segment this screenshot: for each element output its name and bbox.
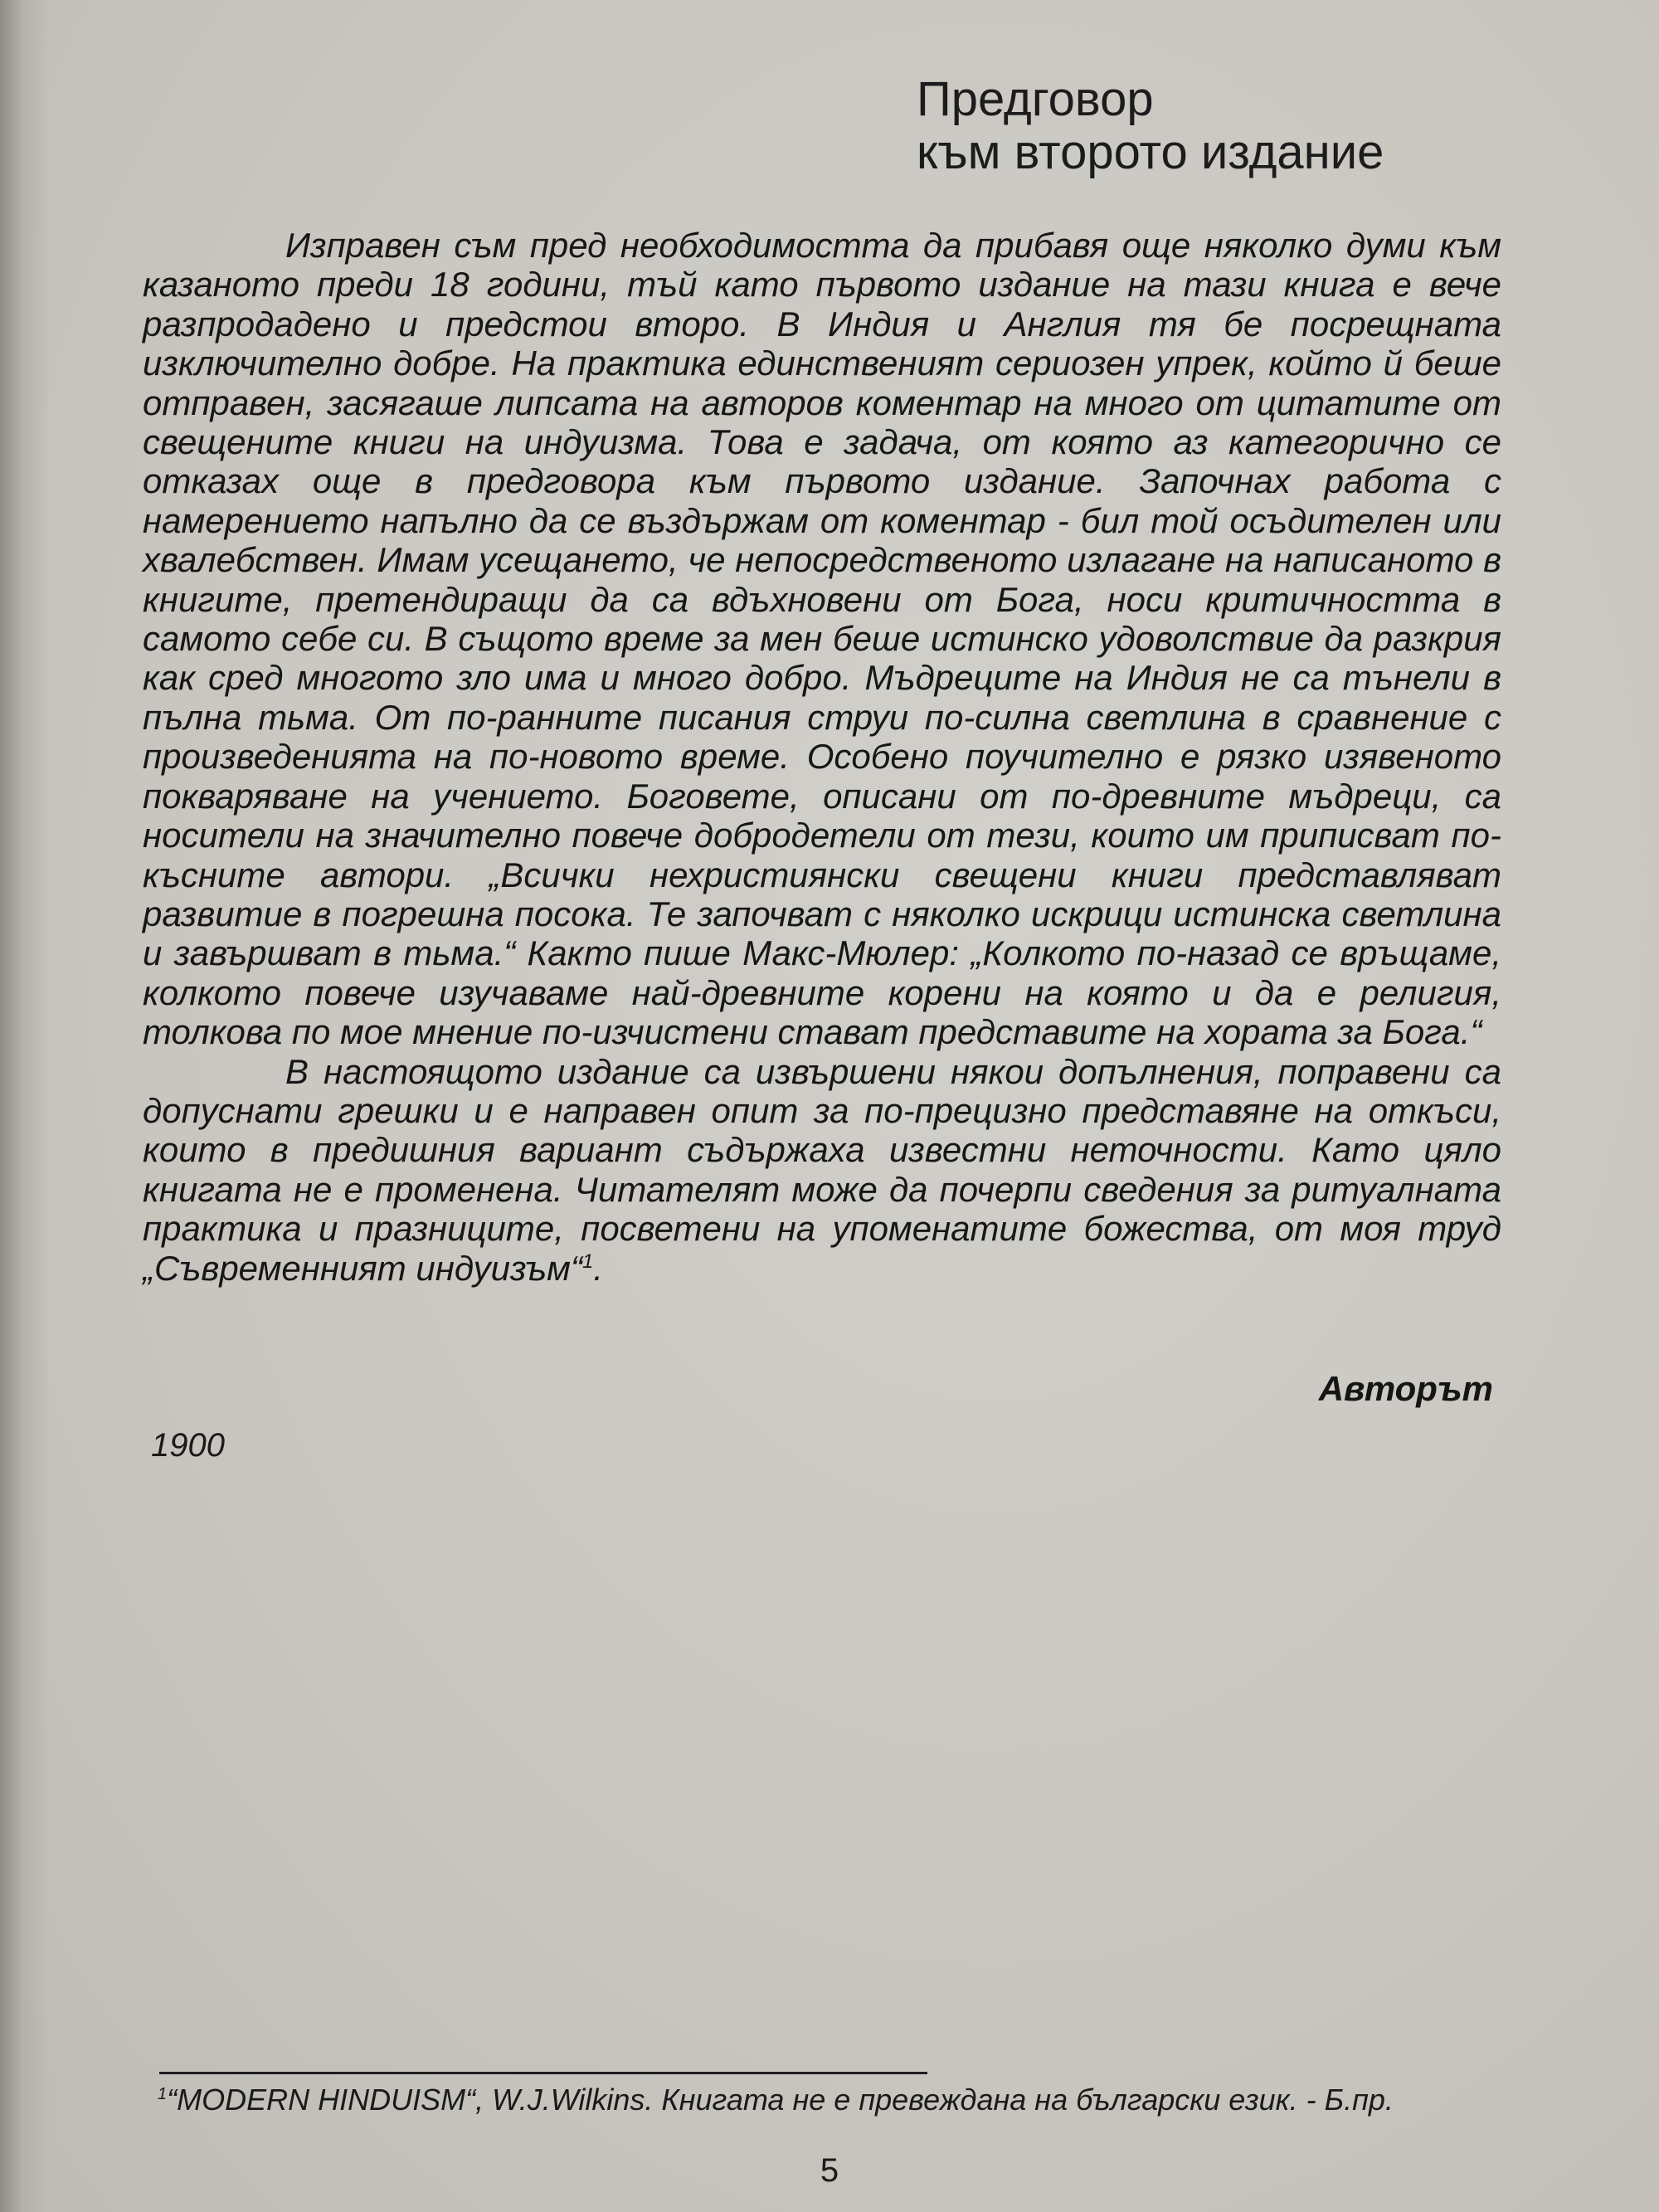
footnote-marker: 1	[158, 2085, 168, 2103]
paragraph-2-end: .	[593, 1248, 603, 1288]
page-number: 5	[820, 2152, 839, 2189]
paragraph-1: Изправен съм пред необходимостта да прибавя още няколко думи към казаното преди 18 години, тъй като първото издание на тази книга е вече разпродадено и предстои второ. В Индия и Англия тя бе посрещната изключително добре. На практика единственият сериозен упрек, който й беше отправен, засягаше липсата на авторов коментар на много от цитатите от свещените книги на индуизма. Това е задача, от която аз категорично се отказах още в предговора към първото издание. Започнах работа с намерението напълно да се въздържам от коментар - бил той осъдителен или хвалебствен. Имам усещането, че непосредственото излагане на написаното в книгите, претендиращи да са вдъхновени от Бога, носи критичността в самото себе си. В същото време за мен беше истинско удоволствие да разкрия как сред многото зло има и много добро. Мъдреците на Индия не са тънели в пълна тьма. От по-ранните писания струи по-силна светлина в сравнение с произведенията на по-новото време. Особено поучително е рязко изявеното покваряване на учението. Боговете, описани от по-древните мъдреци, са носители на значително повече добродетели от тези, които им приписват по-късните автори. „Всички нехристиянски свещени книги представляват развитие в погрешна посока. Те започват с няколко искрици истинска светлина и завършват в тьма.“ Както пише Макс-Мюлер: „Колкото по-назад се връщаме, колкото повече изучаваме най-древните корени на която и да е религия, толкова по мое мнение по-изчистени стават представите на хората за Бога.“	[143, 226, 1501, 1052]
footnote	[158, 2083, 1501, 2117]
footnote-text: “MODERN HINDUISM“, W.J.Wilkins. Книгата не е превеждана на български език. - Б.пр.	[167, 2083, 1394, 2117]
year: 1900	[151, 1427, 225, 1464]
footnote-divider	[159, 2072, 927, 2074]
title-line-2: към второто издание	[917, 125, 1384, 179]
paragraph-2	[143, 1052, 1501, 1288]
page-title	[917, 73, 1384, 179]
paragraph-2-text: В настоящото издание са извършени някои допълнения, поправени са допуснати грешки и е направен опит за по-прецизно представяне на откъси, които в предишния вариант съдържаха известни неточности. Като цяло книгата не е променена. Читателят може да почерпи сведения за ритуалната практика и празниците, посветени на упоменатите божества, от моя труд „Съвременният индуизъм“	[143, 1051, 1501, 1288]
author-signature: Авторът	[1318, 1369, 1493, 1408]
page-spine-shadow	[0, 0, 50, 2212]
title-line-1: Предговор	[917, 72, 1154, 126]
body-text	[143, 226, 1501, 1288]
footnote-reference: 1	[581, 1250, 594, 1273]
